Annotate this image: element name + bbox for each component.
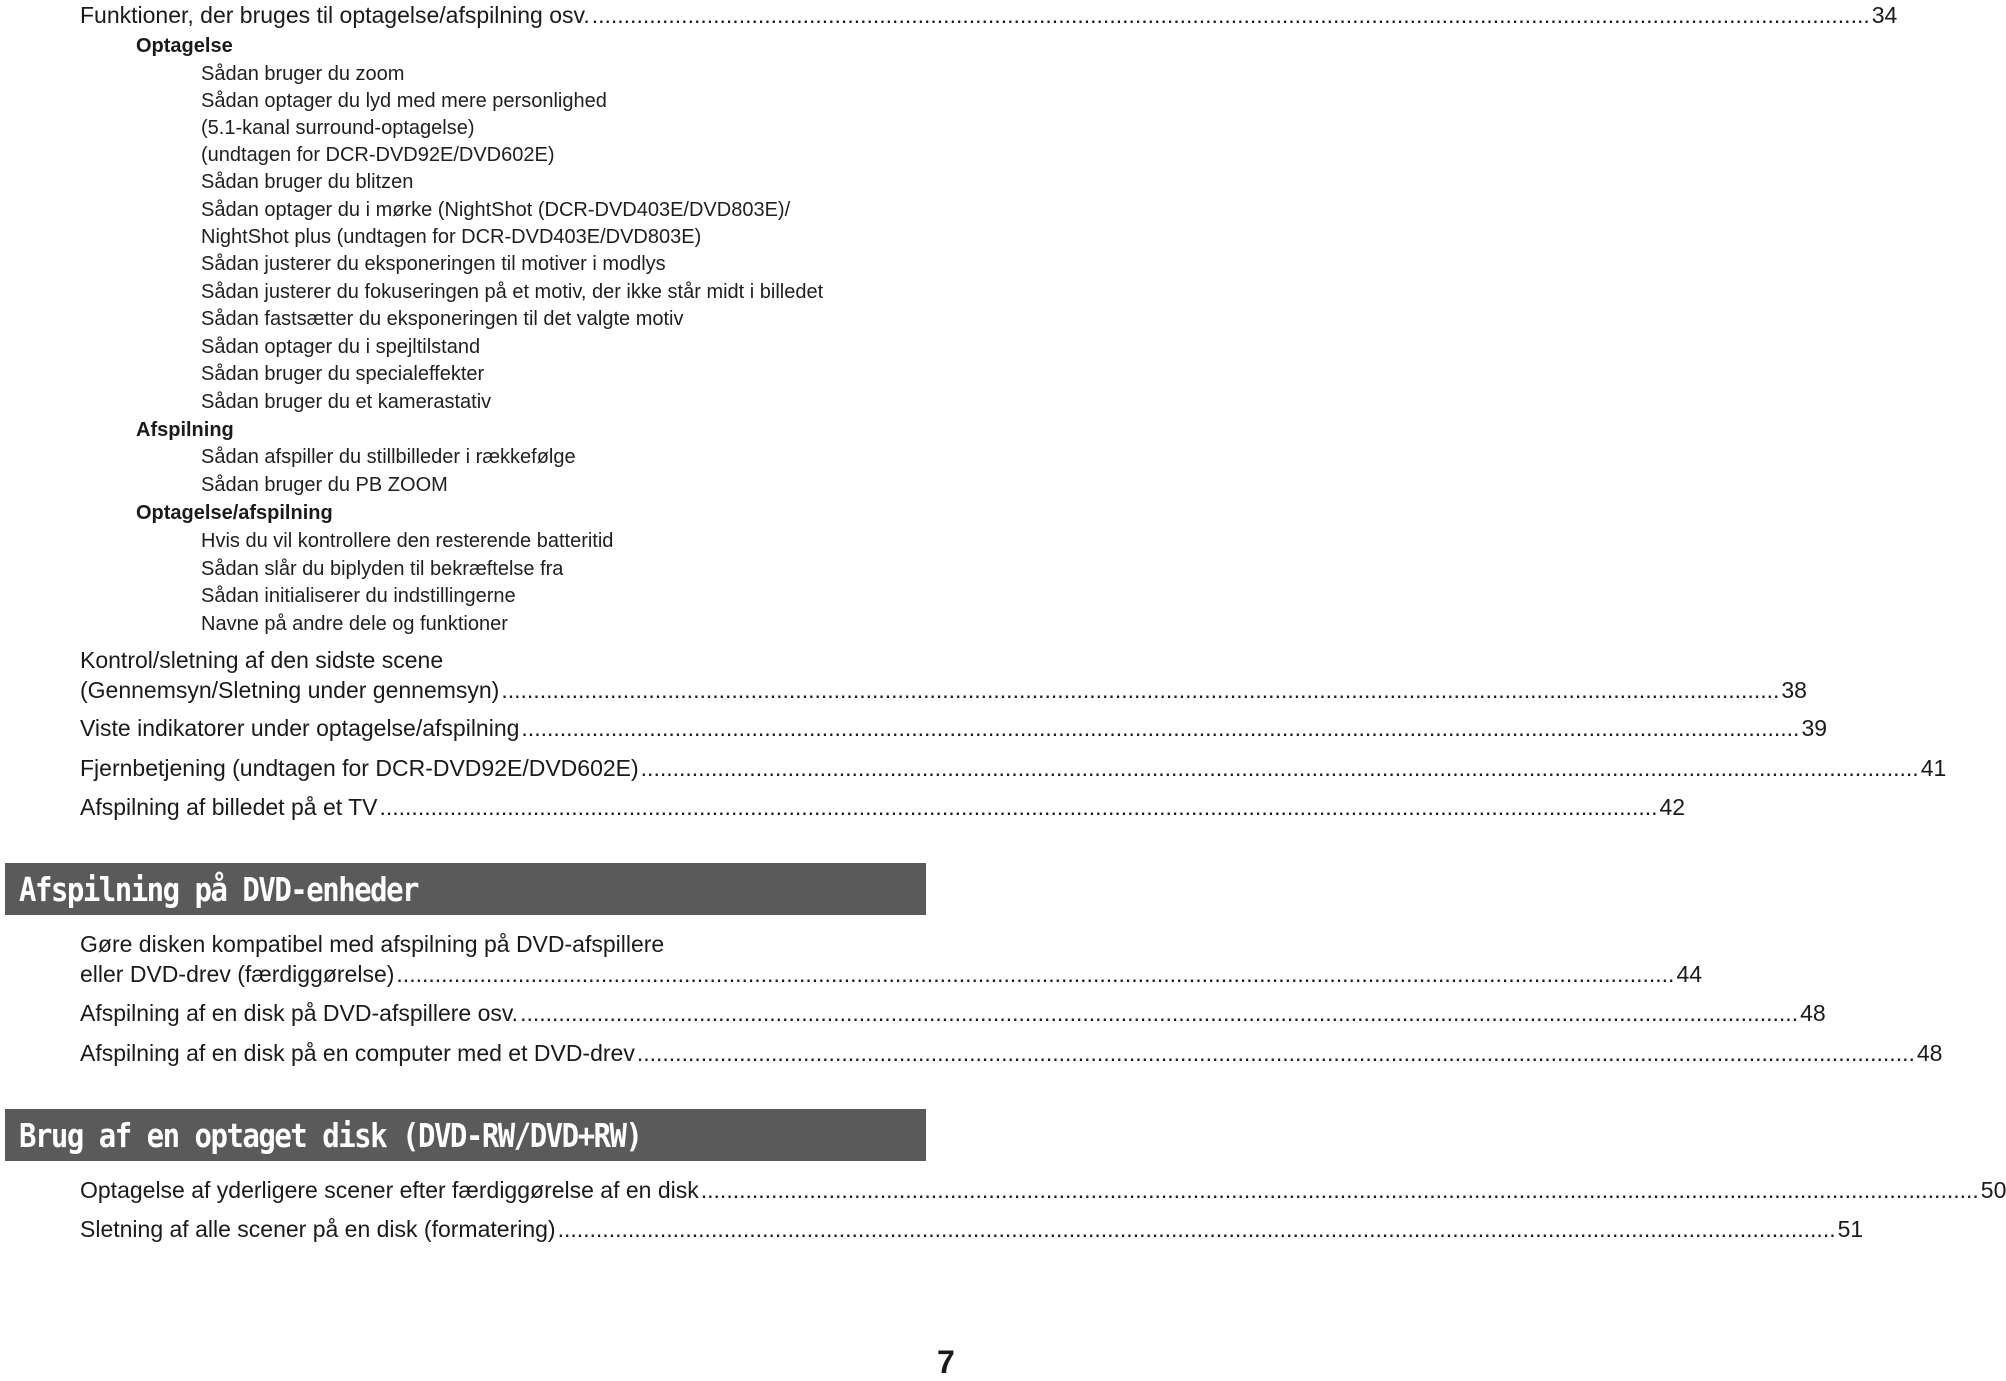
toc-page-number: 41 <box>1920 755 1947 781</box>
list-item: Sådan bruger du PB ZOOM <box>201 474 448 496</box>
dot-leader: ........................................................................................................................................................................................................ <box>557 1216 1836 1242</box>
toc-page-number: 48 <box>1916 1040 1943 1066</box>
dot-leader: ........................................................................................................................................................................................................ <box>521 715 1800 741</box>
toc-entry-title: Afspilning af en disk på DVD-afspillere osv. <box>80 1000 519 1026</box>
list-item: Sådan slår du biplyden til bekræftelse fra <box>201 558 564 580</box>
toc-page-number: 48 <box>1800 1000 1826 1026</box>
list-item: Sådan bruger du blitzen <box>201 171 414 193</box>
dot-leader: ........................................................................................................................................................................................................ <box>520 1000 1799 1026</box>
section-banner <box>5 1109 926 1161</box>
toc-entry-title: Funktioner, der bruges til optagelse/afspilning osv. <box>80 2 590 28</box>
toc-page-number: 39 <box>1801 715 1828 741</box>
dot-leader: ........................................................................................................................................................................................................ <box>379 794 1658 820</box>
list-item: Sådan justerer du fokuseringen på et motiv, der ikke står midt i billedet <box>201 281 824 303</box>
toc-entry-funktioner[interactable] <box>80 0 1898 30</box>
toc-page-number: 42 <box>1659 794 1686 820</box>
toc-page-number: 34 <box>1871 2 1898 28</box>
list-item: Sådan bruger du et kamerastativ <box>201 391 492 413</box>
list-item: Sådan initialiserer du indstillingerne <box>201 585 516 607</box>
list-item: Sådan bruger du specialeffekter <box>201 363 485 385</box>
list-item: Navne på andre dele og funktioner <box>201 613 508 635</box>
toc-entry-yderligere-scener[interactable] <box>80 1175 2006 1205</box>
section-banner <box>5 863 926 915</box>
list-item: Sådan optager du lyd med mere personlighed <box>201 90 607 112</box>
toc-entry-tv[interactable] <box>80 792 1686 822</box>
list-item: Sådan fastsætter du eksponeringen til det valgte motiv <box>201 308 684 330</box>
toc-entry-dvd-afspillere[interactable] <box>80 998 1826 1028</box>
subheading-afspilning: Afspilning <box>136 419 234 441</box>
toc-page-number: 50 <box>1980 1177 2006 1203</box>
toc-page-number: 51 <box>1837 1216 1864 1242</box>
dot-leader: ........................................................................................................................................................................................................ <box>501 677 1780 703</box>
toc-entry-viste[interactable] <box>80 713 1828 743</box>
list-item: NightShot plus (undtagen for DCR-DVD403E/DVD803E) <box>201 226 702 248</box>
toc-page-number: 38 <box>1781 677 1807 703</box>
list-item: (undtagen for DCR-DVD92E/DVD602E) <box>201 144 555 166</box>
section-title: Afspilning på DVD-enheder <box>19 871 418 910</box>
toc-entry-fjernbetjening[interactable] <box>80 753 1947 783</box>
toc-entry-title: Optagelse af yderligere scener efter færdiggørelse af en disk <box>80 1177 699 1203</box>
toc-entry-title: Viste indikatorer under optagelse/afspilning <box>80 715 520 741</box>
toc-entry-title: Afspilning af en disk på en computer med et DVD-drev <box>80 1040 635 1066</box>
list-item: (5.1-kanal surround-optagelse) <box>201 117 475 139</box>
toc-entry-title-line2: eller DVD-drev (færdiggørelse) <box>80 961 395 987</box>
subheading-optagelse: Optagelse <box>136 35 233 57</box>
toc-entry-faerdiggorelse[interactable] <box>80 929 1703 989</box>
dot-leader: ........................................................................................................................................................................................................ <box>636 1040 1915 1066</box>
toc-entry-title: Afspilning af billedet på et TV <box>80 794 378 820</box>
subheading-optagelse-afspilning: Optagelse/afspilning <box>136 502 333 524</box>
list-item: Sådan bruger du zoom <box>201 63 405 85</box>
toc-entry-title-line1: Kontrol/sletning af den sidste scene <box>80 647 444 673</box>
toc-entry-title: Fjernbetjening (undtagen for DCR-DVD92E/DVD602E) <box>80 755 639 781</box>
list-item: Sådan justerer du eksponeringen til motiver i modlys <box>201 253 666 275</box>
toc-entry-title: Sletning af alle scener på en disk (formatering) <box>80 1216 556 1242</box>
list-item: Sådan optager du i spejltilstand <box>201 336 481 358</box>
dot-leader: ........................................................................................................................................................................................................ <box>396 961 1675 987</box>
list-item: Sådan afspiller du stillbilleder i rækkefølge <box>201 446 576 468</box>
toc-entry-computer[interactable] <box>80 1038 1943 1068</box>
dot-leader: ........................................................................................................................................................................................................ <box>591 2 1870 28</box>
toc-entry-kontrol[interactable] <box>80 645 1807 705</box>
list-item: Sådan optager du i mørke (NightShot (DCR-DVD403E/DVD803E)/ <box>201 199 791 221</box>
list-item: Hvis du vil kontrollere den resterende batteritid <box>201 530 614 552</box>
dot-leader: ........................................................................................................................................................................................................ <box>700 1177 1979 1203</box>
section-title: Brug af en optaget disk (DVD-RW/DVD+RW) <box>19 1117 642 1156</box>
page-number: 7 <box>937 1344 955 1380</box>
toc-entry-title-line1: Gøre disken kompatibel med afspilning på DVD-afspillere <box>80 931 665 957</box>
toc-entry-sletning[interactable] <box>80 1214 1864 1244</box>
toc-entry-title-line2: (Gennemsyn/Sletning under gennemsyn) <box>80 677 500 703</box>
toc-page-number: 44 <box>1676 961 1703 987</box>
dot-leader: ........................................................................................................................................................................................................ <box>640 755 1919 781</box>
